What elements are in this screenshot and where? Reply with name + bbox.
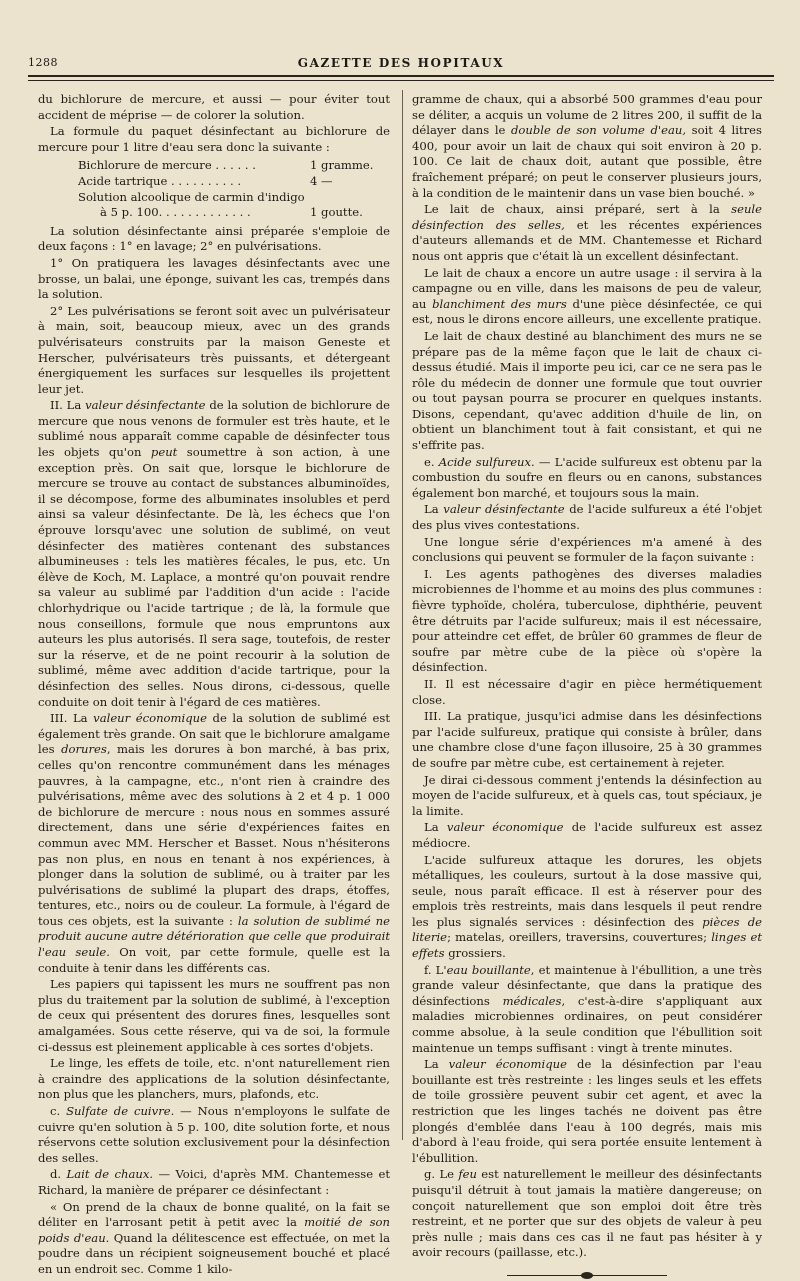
emphasis: seule désinfection des selles, xyxy=(412,202,762,232)
paragraph xyxy=(38,1167,390,1198)
text: d'une pièce désinfectée, ce qui est, nous le dirons encore ailleurs, une excellente pratique. xyxy=(412,296,762,327)
emphasis: eau bouillante xyxy=(446,962,531,977)
text: II. La xyxy=(50,398,86,413)
text: On voit, par cette formule, quelle est la conduite à tenir dans les différents cas. xyxy=(38,945,391,975)
right-column xyxy=(412,92,762,1281)
paragraph xyxy=(38,711,390,976)
formula-table xyxy=(38,158,390,220)
paragraph: 1° On pratiquera les lavages désinfectants avec une brosse, un balai, une éponge, suivant les cas, trempés dans la solution. xyxy=(38,255,390,302)
text: grossiers. xyxy=(444,946,506,961)
paragraph xyxy=(412,455,762,502)
text: de l'acide sulfureux est assez médiocre. xyxy=(412,820,763,850)
header-rule-thick xyxy=(28,75,774,77)
formula-dose xyxy=(310,190,390,206)
text: soit 4 litres 400, pour avoir un lait de chaux qui soit environ à 20 p. 100. Ce lait de chaux doit, autant que possible, être fraîchement préparé; on peut le conserver plusieurs jours, à la condition de le maintenir dans un vase bien bouché. » xyxy=(412,123,762,200)
paragraph: Les papiers qui tapissent les murs ne souffrent pas non plus du traitement par la solution de sublimé, à l'exception de ceux qui présentent des dorures fines, lesquelles sont amalgamées. Sous cette réserve, qui va de soi, la formule ci-dessus est pleinement applicable à ces sortes d'objets. xyxy=(38,977,390,1054)
text: L'acide sulfureux attaque les dorures, les objets métalliques, les couleurs, surtout à la dose massive qui, seule, nous paraît efficace. Il est à réserver pour des emplois très restreints, mais dans lesquels il peut rendre les plus signalés services : désinfection des xyxy=(412,852,762,929)
emphasis: pièces de literie xyxy=(412,914,762,945)
text: « On prend de la chaux de bonne qualité, on la fait se déliter en l'arrosant petit à petit avec la xyxy=(38,1199,390,1230)
emphasis: feu xyxy=(458,1167,477,1182)
text: — Voici, d'après MM. Chantemesse et Richard, la manière de préparer ce désinfectant : xyxy=(38,1167,391,1197)
text: III. La xyxy=(50,711,94,726)
formula-dose: 1 gramme. xyxy=(310,158,374,173)
paragraph xyxy=(412,202,762,264)
paragraph xyxy=(412,853,762,962)
formula-dose: 1 goutte. xyxy=(310,205,363,220)
formula-row xyxy=(38,158,390,174)
emphasis: Sulfate de cuivre. xyxy=(66,1104,175,1118)
text: Le lait de chaux, ainsi préparé, sert à la xyxy=(424,202,732,217)
text: de la solution de bichlorure de mercure que nous venons de formuler est très haute, et le sublimé nous apparaît comme capable de désinfecter tous les objets qu'on xyxy=(38,398,390,460)
header-rule-thin xyxy=(28,80,774,81)
emphasis: valeur économique xyxy=(446,820,564,835)
emphasis: blanchiment des murs xyxy=(432,296,567,311)
text: e. xyxy=(424,454,439,469)
paragraph: 2° Les pulvérisations se feront soit avec un pulvérisateur à main, soit, beaucoup mieux, avec un des grands pulvérisateurs construits par la maison Geneste et Herscher, pulvérisateurs très puissants, et détergeant énergiquement les surfaces sur lesquelles ils projettent leur jet. xyxy=(38,303,390,396)
page-header xyxy=(28,56,774,74)
emphasis: valeur économique xyxy=(93,711,207,726)
paragraph xyxy=(38,1200,390,1278)
emphasis: médicales xyxy=(502,993,562,1008)
column-divider xyxy=(402,90,403,1140)
text: La xyxy=(424,820,447,835)
paragraph: du bichlorure de mercure, et aussi — pour éviter tout accident de méprise — de colorer la solution. xyxy=(38,92,390,122)
emphasis: double de son volume d'eau, xyxy=(511,123,687,138)
text: , c'est-à-dire s'appliquant aux maladies microbiennes ordinaires, on peut considérer comme absolue, à la seule condition que l'ébullition soit maintenue un temps suffisant : vingt à trente minutes. xyxy=(412,993,762,1055)
paragraph xyxy=(38,398,390,710)
text: est naturellement le meilleur des désinfectants puisqu'il détruit à tout jamais la matière dangereuse; on conçoit naturellement que son emploi doit être très restreint, et ne porter que sur des objets de valeur à peu près nulle ; mais dans ces cas il ne faut pas hésiter à y avoir recours (paillasse, etc.). xyxy=(412,1167,762,1260)
paragraph xyxy=(412,1057,762,1166)
text: — Nous n'employons le sulfate de cuivre qu'en solution à 5 p. 100, dite solution forte, et nous réservons cette solution exclusivement pour la désinfection des selles. xyxy=(38,1104,390,1165)
text: de la désinfection par l'eau bouillante est très restreinte : les linges seuls et les effets de toile grossière peuvent subir cet agent, et avec la restriction que les linges tachés ne doivent pas être plongés d'emblée dans l'eau à 100 degrés, mais mis d'abord à l'eau froide, qui sera portée ensuite lentement à l'ébullition. xyxy=(412,1057,762,1165)
text: g. Le xyxy=(424,1167,459,1182)
left-column xyxy=(38,92,390,1279)
text: f. L' xyxy=(424,962,447,977)
journal-title: GAZETTE DES HOPITAUX xyxy=(297,56,505,70)
formula-ingredient: Acide tartrique . . . . . . . . . . xyxy=(78,173,242,188)
emphasis: linges et effets xyxy=(412,930,762,961)
paragraph: La formule du paquet désinfectant au bichlorure de mercure pour 1 litre d'eau sera donc la suivante : xyxy=(38,124,390,154)
paragraph xyxy=(412,820,762,851)
text: , mais les dorures à bon marché, à bas prix, celles qu'on rencontre communément dans les ménages pauvres, à la campagne, etc., n'ont rien à craindre des pulvérisations, même avec des solutions à 2 et 4 p. 1 000 de bichlorure de mercure : nous nous en sommes assuré directement, dans une série d'expériences faites en commun avec MM. Herscher et Basset. Nous n'hésiterons pas non plus, en nous en tenant à nos expériences, à plonger dans la solution de sublimé, ou à traiter par les pulvérisations de sublimé la plupart des draps, étoffes, tentures, etc., noirs ou de couleur. La formule, à l'égard de tous ces objets, est la suivante : xyxy=(38,742,390,928)
text: gramme de chaux, qui a absorbé 500 grammes d'eau pour se déliter, a acquis un volume de 2 litres 200, il suffit de la délayer dans le xyxy=(412,92,762,138)
text: Quand la délitescence est effectuée, on met la poudre dans un récipient soigneusement bouché et placé en un endroit sec. Comme 1 kilo- xyxy=(38,1230,390,1276)
emphasis: valeur désinfectante xyxy=(85,398,206,413)
text: de l'acide sulfureux a été l'objet des plus vives contestations. xyxy=(412,502,762,533)
text: soumettre à son action, à une exception près. On sait que, lorsque le bichlorure de mercure se trouve au contact de substances albuminoïdes, il se décompose, forme des albuminates insolubles et perd ainsi sa valeur désinfectante. De là, les échecs que l'on éprouve lorsqu'avec une solution de sublimé, on veut désinfecter des matières contenant des substances albumineuses : tels les matières fécales, le pus, etc. Un élève de Koch, M. Laplace, a montré qu'on pouvait rendre sa valeur au sublimé par l'addition d'un acide : l'acide chlorhydrique ou l'acide tartrique ; de là, la formule que nous conseillons, formule que nous empruntons aux auteurs les plus autorisés. Il sera sage, toutefois, de rester sur la réserve, et de ne point recourir à la solution de sublimé, même avec addition d'acide tartrique, pour la désinfection des selles. Nous dirons, ci-dessous, quelle conduite on doit tenir à l'égard de ces matières. xyxy=(38,445,390,709)
formula-ingredient: Solution alcoolique de carmin d'indigo xyxy=(78,189,305,204)
formula-ingredient: à 5 p. 100. . . . . . . . . . . . . xyxy=(100,205,251,220)
page-number: 1288 xyxy=(28,56,58,69)
paragraph: III. La pratique, jusqu'ici admise dans les désinfections par l'acide sulfureux, pratique qui consiste à brûler, dans une chambre close d'une façon illusoire, 25 à 30 grammes de soufre par mètre cube, est certainement à rejeter. xyxy=(412,709,762,770)
ornament-center xyxy=(581,1272,593,1279)
paragraph: Je dirai ci-dessous comment j'entends la désinfection au moyen de l'acide sulfureux, et à quels cas, tout spéciaux, je la limite. xyxy=(412,772,762,818)
text: La xyxy=(424,1057,449,1072)
paragraph: I. Les agents pathogènes des diverses maladies microbiennes de l'homme et au moins des plus communes : fièvre typhoïde, choléra, tuberculose, diphthérie, peuvent être détruits par l'acide sulfureux; mais il est nécessaire, pour atteindre cet effet, de brûler 60 grammes de fleur de soufre par mètre cube de la pièce où s'opère la désinfection. xyxy=(412,566,762,675)
text: de la solution de sublimé est également très grande. On sait que le bichlorure amalgame les xyxy=(38,711,390,757)
paragraph: Le linge, les effets de toile, etc. n'ont naturellement rien à craindre des applications de la solution désinfectante, non plus que les planchers, murs, plafonds, etc. xyxy=(38,1056,390,1102)
paragraph xyxy=(412,963,762,1057)
emphasis: moitié de son poids d'eau. xyxy=(38,1215,390,1245)
paragraph: Le lait de chaux destiné au blanchiment des murs ne se prépare pas de la même façon que le lait de chaux ci-dessus étudié. Mais il importe peu ici, car ce ne sera pas le rôle du médecin de donner une formule que tout ouvrier ou tout paysan pourra se procurer en quelques instants. Disons, cependant, qu'avec addition d'huile de lin, on obtient un blanchiment tout à fait consistant, et qui ne s'effrite pas. xyxy=(412,328,762,453)
paragraph xyxy=(38,1104,390,1166)
text: , et maintenue à l'ébullition, a une très grande valeur désinfectante, que dans la pratique des désinfections xyxy=(412,962,762,1008)
text: c. xyxy=(50,1104,67,1118)
paragraph xyxy=(412,502,762,533)
formula-ingredient: Bichlorure de mercure . . . . . . xyxy=(78,158,256,173)
text: d. xyxy=(50,1167,67,1182)
formula-row xyxy=(38,205,390,221)
text: La xyxy=(424,502,444,517)
paragraph: La solution désinfectante ainsi préparée s'emploie de deux façons : 1° en lavage; 2° en pulvérisations. xyxy=(38,223,390,254)
emphasis: valeur désinfectante xyxy=(443,502,565,517)
paragraph xyxy=(412,266,762,328)
paragraph: II. Il est nécessaire d'agir en pièce hermétiquement close. xyxy=(412,676,762,707)
formula-dose: 4 — xyxy=(310,173,333,188)
formula-row xyxy=(38,190,390,206)
paragraph xyxy=(412,1167,762,1261)
text: Le lait de chaux a encore un autre usage : il servira à la campagne ou en ville, dans les maisons de peu de valeur, au xyxy=(412,265,762,311)
emphasis: Acide sulfureux. xyxy=(438,454,535,469)
emphasis: la solution de sublimé ne produit aucune autre détérioration que celle que produirait l'eau seule. xyxy=(38,913,390,960)
emphasis: dorures xyxy=(61,742,107,757)
paragraph: Une longue série d'expériences m'a amené à des conclusions qui peuvent se formuler de la façon suivante : xyxy=(412,534,762,565)
text: et les récentes expériences d'auteurs allemands et de MM. Chantemesse et Richard nous ont appris que c'était là un excellent désinfectant. xyxy=(412,217,762,263)
text: ; matelas, oreillers, traversins, couvertures; xyxy=(447,930,712,945)
paragraph xyxy=(412,92,762,201)
text: — L'acide sulfureux est obtenu par la combustion du soufre en fleurs ou en canons, substances également bon marché, et toujours sous la main. xyxy=(412,454,762,500)
emphasis: valeur économique xyxy=(448,1057,567,1072)
formula-row xyxy=(38,174,390,190)
end-ornament xyxy=(507,1271,667,1281)
emphasis: peut xyxy=(150,445,178,460)
emphasis: Lait de chaux. xyxy=(66,1167,154,1182)
